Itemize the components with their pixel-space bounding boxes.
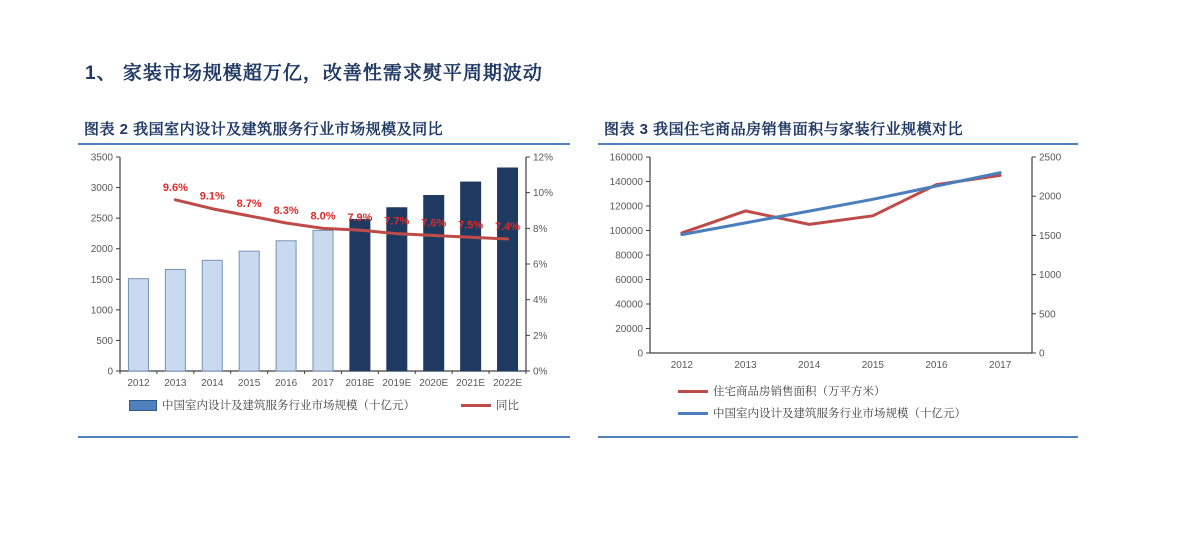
svg-text:10%: 10% — [533, 188, 554, 200]
svg-text:2012: 2012 — [127, 378, 150, 389]
legend-item-housing-sales — [678, 383, 1078, 399]
section-heading: 1、 家装市场规模超万亿，改善性需求熨平周期波动 — [85, 63, 543, 84]
svg-text:2022E: 2022E — [493, 378, 523, 389]
legend-label: 中国室内设计及建筑服务行业市场规模（十亿元） — [162, 400, 415, 412]
svg-text:12%: 12% — [533, 152, 554, 164]
svg-text:20000: 20000 — [615, 324, 643, 335]
svg-text:2000: 2000 — [90, 244, 113, 256]
svg-text:2016: 2016 — [274, 378, 298, 389]
figure2-chart — [78, 145, 570, 395]
svg-text:9.1%: 9.1% — [199, 190, 225, 203]
figure3-legend — [598, 383, 1078, 421]
svg-text:7.9%: 7.9% — [347, 212, 373, 225]
bar-swatch-icon — [129, 400, 157, 411]
figure2-title: 图表 2 我国室内设计及建筑服务行业市场规模及同比 — [78, 116, 570, 145]
legend-label: 同比 — [496, 400, 519, 412]
red-line-swatch-icon — [461, 404, 491, 407]
svg-text:2016: 2016 — [925, 360, 948, 371]
svg-text:0: 0 — [107, 366, 113, 378]
svg-text:500: 500 — [1039, 309, 1056, 321]
svg-text:2500: 2500 — [1039, 152, 1062, 164]
svg-text:7.6%: 7.6% — [421, 217, 447, 230]
svg-text:2013: 2013 — [164, 378, 187, 389]
svg-text:140000: 140000 — [609, 177, 643, 188]
legend-label: 中国室内设计及建筑服务行业市场规模（十亿元） — [713, 408, 966, 420]
figure3-chart — [598, 145, 1078, 377]
svg-text:2015: 2015 — [861, 360, 884, 371]
svg-text:8.3%: 8.3% — [273, 204, 299, 217]
svg-text:1000: 1000 — [90, 305, 113, 317]
svg-text:2017: 2017 — [989, 360, 1012, 371]
svg-text:2014: 2014 — [201, 378, 224, 389]
svg-text:500: 500 — [96, 335, 113, 347]
legend-item-market-size — [678, 405, 1078, 421]
svg-text:2020E: 2020E — [419, 378, 449, 389]
figure2-block — [78, 116, 570, 438]
svg-text:8%: 8% — [533, 223, 548, 235]
svg-text:9.6%: 9.6% — [162, 181, 188, 194]
svg-text:2017: 2017 — [311, 378, 335, 389]
svg-text:100000: 100000 — [609, 226, 643, 237]
svg-text:2000: 2000 — [1039, 191, 1062, 203]
svg-text:7.4%: 7.4% — [495, 221, 521, 234]
blue-line-swatch-icon — [678, 412, 708, 415]
svg-text:160000: 160000 — [609, 152, 643, 164]
svg-text:40000: 40000 — [615, 299, 643, 311]
svg-text:80000: 80000 — [615, 250, 643, 262]
figure3-title: 图表 3 我国住宅商品房销售面积与家装行业规模对比 — [598, 116, 1078, 145]
svg-text:8.0%: 8.0% — [310, 210, 336, 223]
svg-text:2%: 2% — [533, 330, 548, 342]
svg-text:2013: 2013 — [734, 360, 757, 371]
svg-text:2012: 2012 — [670, 360, 693, 371]
svg-text:4%: 4% — [533, 295, 548, 307]
svg-text:2018E: 2018E — [345, 378, 375, 389]
svg-text:2014: 2014 — [798, 360, 821, 371]
legend-label: 住宅商品房销售面积（万平方米） — [713, 386, 886, 398]
figure2-legend — [78, 397, 570, 413]
svg-text:0: 0 — [637, 348, 643, 360]
svg-text:1500: 1500 — [90, 274, 113, 286]
svg-text:2500: 2500 — [90, 213, 113, 225]
svg-text:0: 0 — [1039, 348, 1045, 360]
svg-text:2019E: 2019E — [382, 378, 412, 389]
svg-text:1500: 1500 — [1039, 230, 1062, 242]
red-line-swatch-icon — [678, 390, 708, 393]
svg-text:0%: 0% — [533, 366, 548, 378]
svg-text:3000: 3000 — [90, 183, 113, 195]
legend-item-market-size — [129, 397, 415, 413]
svg-text:2015: 2015 — [238, 378, 261, 389]
svg-text:7.7%: 7.7% — [384, 215, 410, 228]
svg-text:6%: 6% — [533, 259, 548, 271]
svg-text:7.5%: 7.5% — [458, 219, 484, 232]
svg-text:1000: 1000 — [1039, 270, 1062, 282]
svg-text:60000: 60000 — [615, 275, 643, 286]
legend-item-yoy — [461, 397, 519, 413]
figure3-block — [598, 116, 1078, 438]
svg-text:120000: 120000 — [609, 201, 643, 213]
svg-text:3500: 3500 — [90, 152, 113, 164]
svg-text:2021E: 2021E — [456, 378, 486, 389]
svg-text:8.7%: 8.7% — [236, 197, 262, 210]
